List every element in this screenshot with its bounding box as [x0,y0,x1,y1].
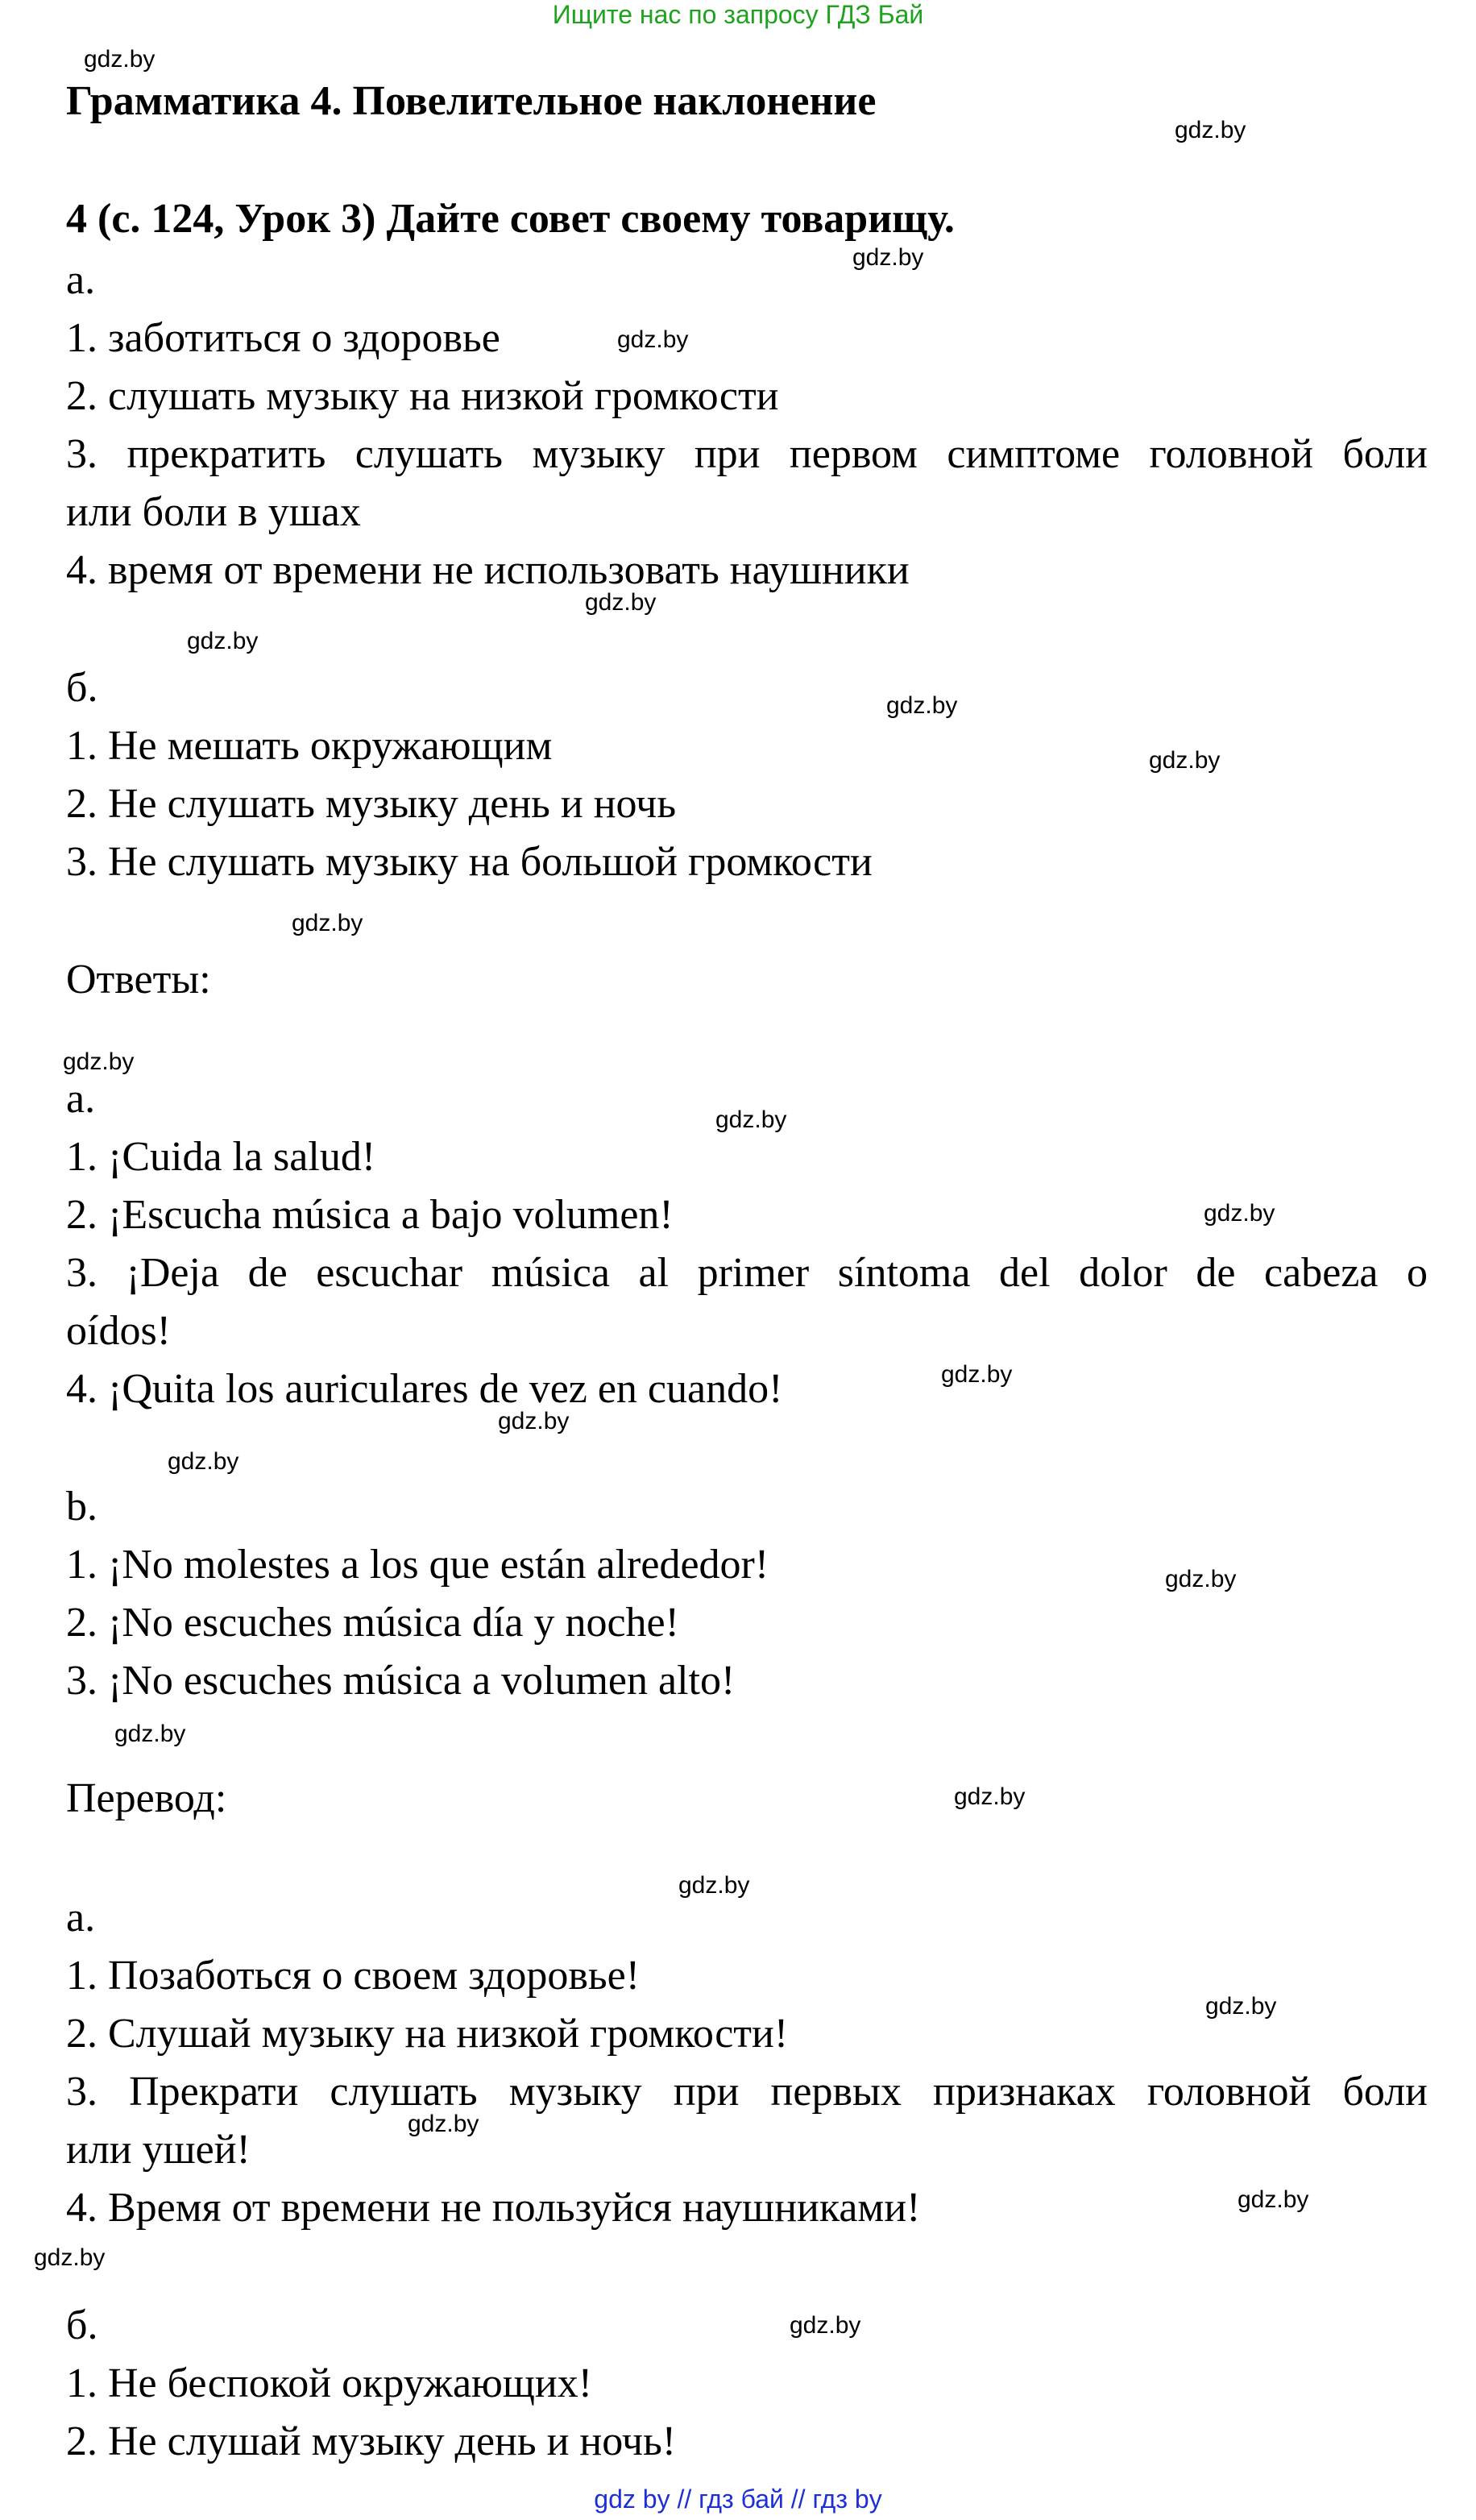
task-item: 1. Не мешать окружающим [66,723,553,769]
watermark: gdz.by [886,692,958,719]
task-section-a-label: а. [66,257,96,303]
watermark: gdz.by [114,1721,186,1747]
task-item: 1. заботиться о здоровье [66,315,500,361]
watermark: gdz.by [585,589,657,616]
task-section-b-label: б. [66,665,98,711]
watermark: gdz.by [941,1361,1013,1388]
answer-item: 3. ¡Deja de escuchar música al primer síntoma del dolor de cabeza o [66,1250,1428,1296]
watermark: gdz.by [715,1106,787,1133]
answer-item: 1. ¡No molestes a los que están alrededor! [66,1542,769,1588]
bottom-banner[interactable]: gdz by // гдз бай // гдз by [594,2485,882,2514]
watermark: gdz.by [1238,2186,1309,2213]
watermark: gdz.by [1204,1200,1275,1227]
task-item: 2. Не слушать музыку день и ночь [66,781,677,827]
task-item: 2. слушать музыку на низкой громкости [66,373,779,419]
watermark: gdz.by [1175,117,1246,143]
watermark: gdz.by [63,1048,135,1075]
translation-item: 2. Не слушай музыку день и ночь! [66,2418,677,2464]
answer-item-continued: oídos! [66,1308,171,1354]
watermark: gdz.by [617,326,689,353]
watermark: gdz.by [408,2111,479,2137]
watermark: gdz.by [1165,1566,1237,1592]
answer-item: 1. ¡Cuida la salud! [66,1134,376,1180]
translation-item: 1. Позаботься о своем здоровье! [66,1953,641,1999]
watermark: gdz.by [852,244,924,271]
answers-section-a-label: a. [66,1076,96,1122]
answers-heading: Ответы: [66,957,211,1003]
watermark: gdz.by [84,46,155,73]
watermark: gdz.by [1149,747,1221,774]
watermark: gdz.by [954,1783,1026,1810]
task-item-continued: или боли в ушах [66,489,361,535]
answer-item: 2. ¡Escucha música a bajo volumen! [66,1192,674,1238]
task-item: 3. Не слушать музыку на большой громкости [66,839,873,885]
translation-section-b-label: б. [66,2302,98,2348]
translation-item-continued: или ушей! [66,2127,251,2173]
watermark: gdz.by [1205,1993,1277,2020]
watermark: gdz.by [678,1872,750,1899]
watermark: gdz.by [790,2312,861,2339]
task-item: 3. прекратить слушать музыку при первом симптоме головной боли [66,431,1428,477]
watermark: gdz.by [498,1408,570,1434]
watermark: gdz.by [292,910,363,936]
answer-item: 4. ¡Quita los auriculares de vez en cuando! [66,1366,783,1412]
answer-item: 2. ¡No escuches música día y noche! [66,1600,679,1646]
answer-item: 3. ¡No escuches música a volumen alto! [66,1658,736,1704]
top-banner[interactable]: Ищите нас по запросу ГДЗ Бай [552,0,924,29]
watermark: gdz.by [168,1448,239,1475]
task-heading: 4 (с. 124, Урок 3) Дайте совет своему товарищу. [66,196,955,242]
translation-item: 2. Слушай музыку на низкой громкости! [66,2011,789,2057]
translation-item: 4. Время от времени не пользуйся наушниками! [66,2185,921,2231]
translation-heading: Перевод: [66,1775,227,1821]
answers-section-b-label: b. [66,1484,97,1530]
translation-item: 1. Не беспокой окружающих! [66,2360,593,2406]
watermark: gdz.by [187,628,259,654]
page-title: Грамматика 4. Повелительное наклонение [66,78,877,124]
watermark: gdz.by [34,2244,106,2271]
translation-item: 3. Прекрати слушать музыку при первых признаках головной боли [66,2069,1428,2115]
task-item: 4. время от времени не использовать наушники [66,547,910,593]
translation-section-a-label: а. [66,1895,96,1941]
